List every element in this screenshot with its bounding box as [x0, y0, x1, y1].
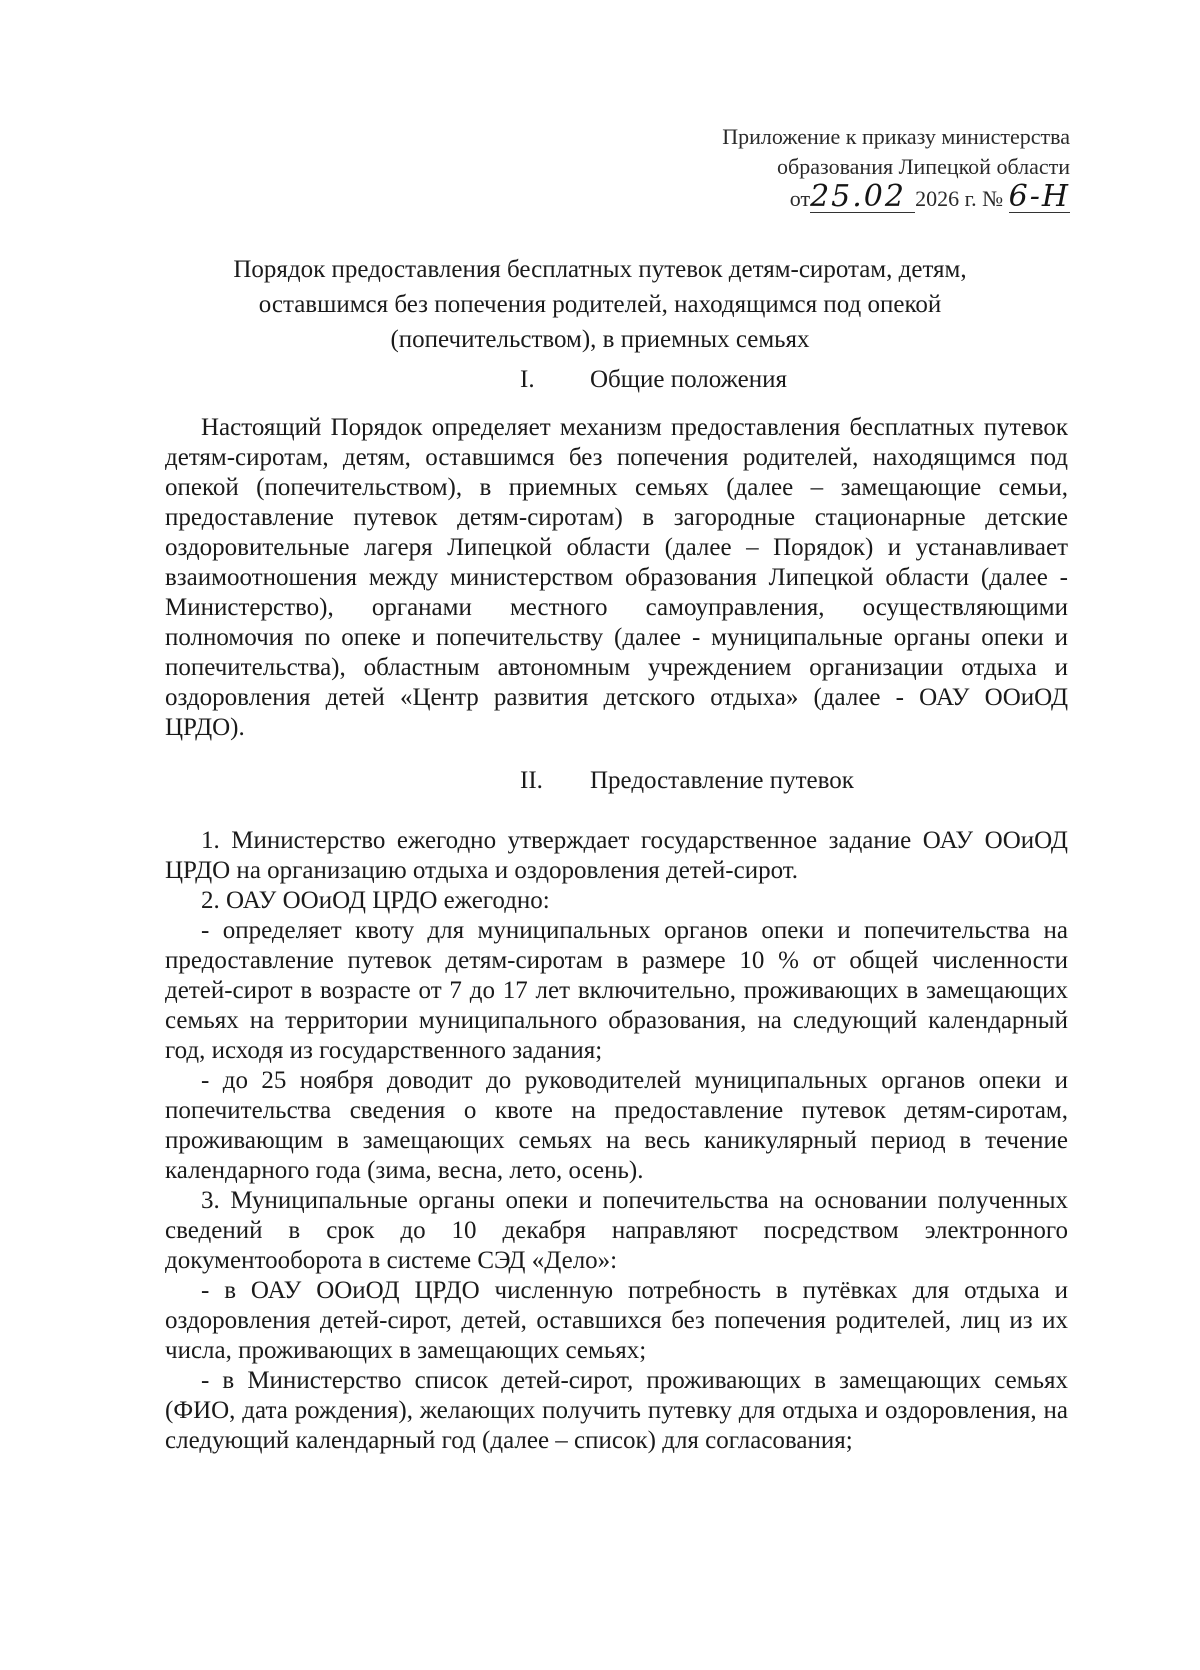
- section-2-item-2-bullet-2: - до 25 ноября доводит до руководителей муниципальных органов опеки и попечительства сведения о квоте на предоставление путевок детям-сиротам, проживающим в замещающих семьях на весь каникулярный период в течение календарного года (зима, весна, лето, осень).: [165, 1067, 1068, 1184]
- section-2-number: II.: [520, 767, 543, 794]
- section-2-item-3: 3. Муниципальные органы опеки и попечительства на основании полученных сведений в срок до 10 декабря направляют посредством электронного документооборота в системе СЭД «Дело»:: [165, 1187, 1068, 1274]
- handwritten-date: 25.02: [810, 182, 915, 213]
- section-1-title: Общие положения: [590, 366, 787, 393]
- section-2-item-3-bullet-1: - в ОАУ ООиОД ЦРДО численную потребность в путёвках для отдыха и оздоровления детей-сирот, детей, оставшихся без попечения родителей, лиц из их числа, проживающих в замещающих семьях;: [165, 1277, 1068, 1364]
- section-2-item-2: 2. ОАУ ООиОД ЦРДО ежегодно:: [201, 887, 550, 914]
- section-1-paragraph: Настоящий Порядок определяет механизм предоставления бесплатных путевок детям-сиротам, детям, оставшимся без попечения родителей, находящимся под опекой (попечительством), в приемных семьях (далее – замещающие семьи, предоставление путевок детям-сиротам) в загородные стационарные детские оздоровительные лагеря Липецкой области (далее – Порядок) и устанавливает взаимоотношения между министерством образования Липецкой области (далее - Министерство), органами местного самоуправления, осуществляющими полномочия по опеке и попечительству (далее - муниципальные органы опеки и попечительства), областным автономным учреждением организации отдыха и оздоровления детей «Центр развития детского отдыха» (далее - ОАУ ООиОД ЦРДО).: [165, 414, 1068, 741]
- title-line-2: оставшимся без попечения родителей, находящимся под опекой: [258, 291, 942, 318]
- title-line-3: (попечительством), в приемных семьях: [390, 326, 810, 353]
- section-2-item-2-bullet-1: - определяет квоту для муниципальных органов опеки и попечительства на предоставление путевок детям-сиротам в размере 10 % от общей численности детей-сирот в возрасте от 7 до 17 лет включительно, проживающих в замещающих семьях на территории муниципального образования, на следующий календарный год, исходя из государственного задания;: [165, 917, 1068, 1064]
- section-2-item-3-bullet-2: - в Министерство список детей-сирот, проживающих в замещающих семьях (ФИО, дата рождения), желающих получить путевку для отдыха и оздоровления, на следующий календарный год (далее – список) для согласования;: [165, 1367, 1068, 1454]
- section-2-item-1: 1. Министерство ежегодно утверждает государственное задание ОАУ ООиОД ЦРДО на организацию отдыха и оздоровления детей-сирот.: [165, 827, 1068, 884]
- appendix-block: [722, 122, 1070, 214]
- year-suffix: 2026 г. №: [915, 186, 1004, 211]
- date-prefix: от: [789, 186, 811, 211]
- appendix-date-line: [722, 179, 1070, 214]
- appendix-line-2: образования Липецкой области: [777, 154, 1070, 179]
- title-line-1: Порядок предоставления бесплатных путевок детям-сиротам, детям,: [233, 256, 967, 283]
- handwritten-number: 6-Н: [1008, 179, 1070, 214]
- document-title: [150, 252, 1050, 357]
- section-2-title: Предоставление путевок: [590, 767, 854, 794]
- appendix-line-1: Приложение к приказу министерства: [722, 124, 1070, 149]
- section-1-number: I.: [520, 366, 535, 393]
